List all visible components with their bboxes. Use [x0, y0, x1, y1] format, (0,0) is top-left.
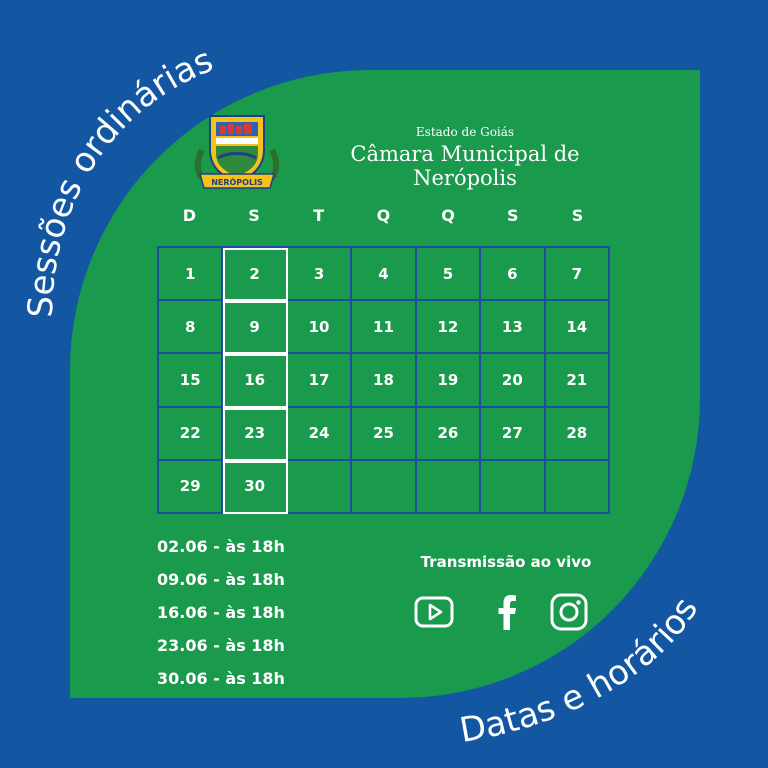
session-date: 16.06 - às 18h [157, 603, 285, 622]
calendar-day: 17 [288, 354, 352, 407]
instagram-icon[interactable] [549, 592, 589, 632]
weekday-label: S [507, 206, 519, 225]
session-date: 30.06 - às 18h [157, 669, 285, 688]
calendar-day: 18 [352, 354, 416, 407]
calendar-day: 4 [352, 248, 416, 301]
session-date: 02.06 - às 18h [157, 537, 285, 556]
weekday-label: Q [441, 206, 455, 225]
session-date: 09.06 - às 18h [157, 570, 285, 589]
calendar-day: 22 [159, 408, 223, 461]
calendar-day: 11 [352, 301, 416, 354]
calendar-day: 10 [288, 301, 352, 354]
weekday-label: D [182, 206, 196, 225]
calendar-day-session: 23 [223, 408, 287, 461]
calendar-day-session: 30 [223, 461, 287, 514]
title-top: Sessões ordinárias [20, 40, 219, 319]
calendar-day: 12 [417, 301, 481, 354]
calendar-day: 7 [546, 248, 610, 301]
weekday-label: Q [376, 206, 391, 225]
state-name: Estado de Goiás [415, 125, 515, 139]
calendar-empty-cell [352, 461, 416, 514]
calendar-day: 13 [481, 301, 545, 354]
calendar-day: 15 [159, 354, 223, 407]
session-list [157, 536, 285, 701]
calendar-day: 5 [417, 248, 481, 301]
calendar-day: 6 [481, 248, 545, 301]
chamber-name: Câmara Municipal de Nerópolis [350, 142, 580, 190]
weekday-header [157, 206, 610, 225]
calendar-day-session: 9 [223, 301, 287, 354]
session-date: 23.06 - às 18h [157, 636, 285, 655]
calendar-day-session: 2 [223, 248, 287, 301]
calendar-day: 21 [546, 354, 610, 407]
calendar-empty-cell [481, 461, 545, 514]
calendar-day: 27 [481, 408, 545, 461]
weekday-label: S [571, 206, 584, 225]
crest-banner-text: NERÓPOLIS [211, 178, 263, 187]
calendar-day: 26 [417, 408, 481, 461]
calendar-empty-cell [288, 461, 352, 514]
municipal-crest-icon [192, 110, 282, 196]
facebook-icon[interactable] [487, 592, 527, 632]
calendar-day: 19 [417, 354, 481, 407]
header [300, 125, 630, 190]
calendar-day: 25 [352, 408, 416, 461]
calendar-empty-cell [546, 461, 610, 514]
calendar-day: 20 [481, 354, 545, 407]
calendar-day: 3 [288, 248, 352, 301]
stream-label: Transmissão ao vivo [420, 553, 592, 571]
calendar-day: 8 [159, 301, 223, 354]
weekday-label: T [313, 206, 325, 225]
calendar-day: 29 [159, 461, 223, 514]
calendar-day: 28 [546, 408, 610, 461]
calendar-grid [157, 246, 610, 514]
calendar-day: 14 [546, 301, 610, 354]
calendar-day: 1 [159, 248, 223, 301]
title-bottom: Datas e horários [456, 590, 707, 752]
calendar-day: 24 [288, 408, 352, 461]
calendar-empty-cell [417, 461, 481, 514]
calendar-day-session: 16 [223, 354, 287, 407]
weekday-label: S [248, 206, 260, 225]
youtube-icon[interactable] [414, 592, 454, 632]
